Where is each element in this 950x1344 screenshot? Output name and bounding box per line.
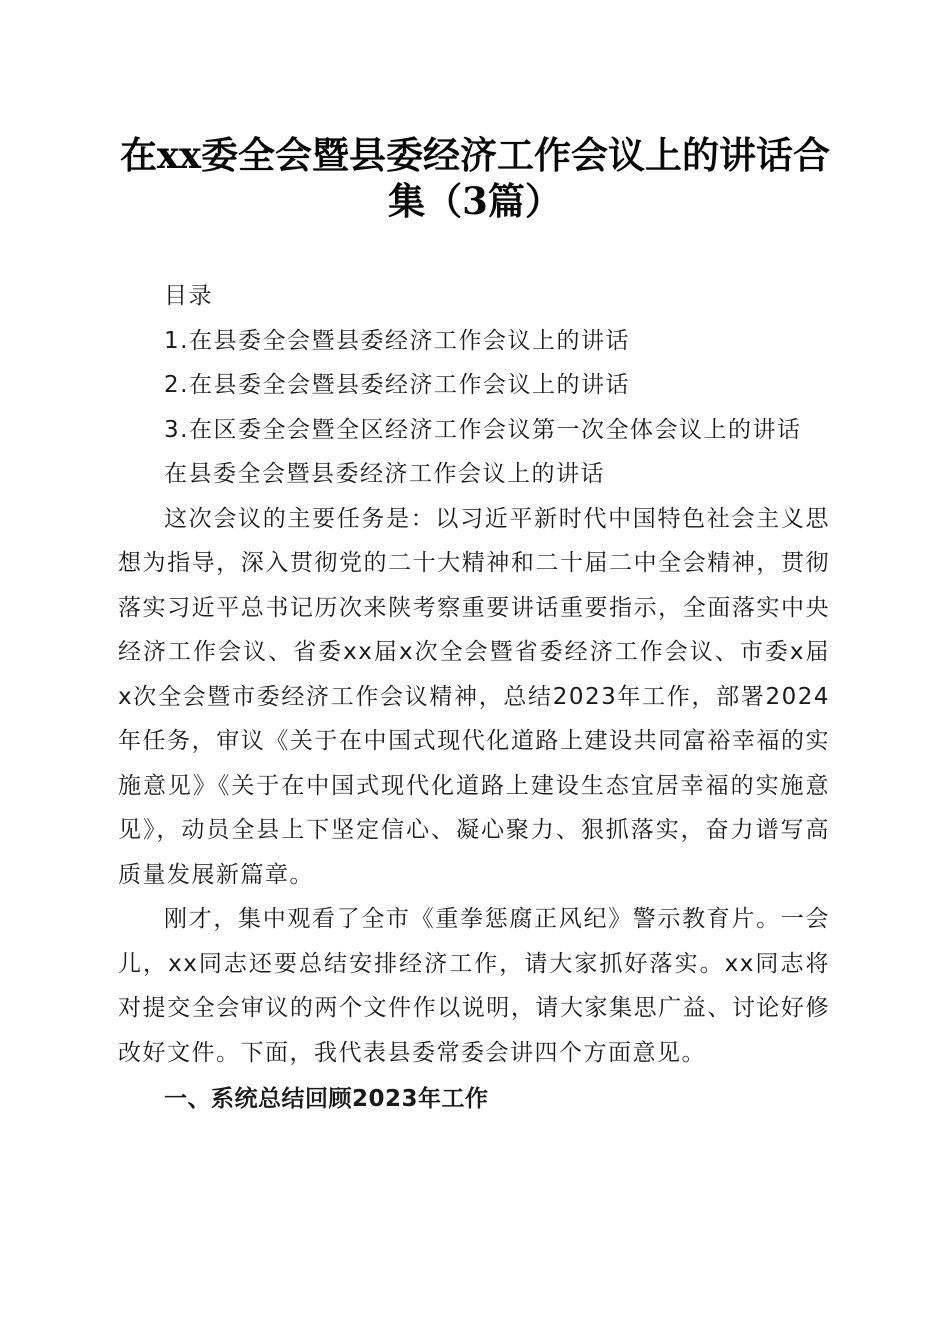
toc-item-2: 2.在县委全会暨县委经济工作会议上的讲话 [164,372,630,398]
toc-heading: 目录 [164,283,213,309]
document-title: 在xx委全会暨县委经济工作会议上的讲话合集（3篇） [119,133,831,223]
body-paragraph-2: 刚才，集中观看了全市《重拳惩腐正风纪》警示教育片。一会儿，xx同志还要总结安排经济工作，请大家抓好落实。xx同志将对提交全会审议的两个文件作以说明，请大家集思广益、讨论好修改好文件。下面，我代表县委常委会讲四个方面意见。 [118,906,830,1066]
speech-title: 在县委全会暨县委经济工作会议上的讲话 [164,461,605,487]
document-body [118,274,830,1122]
section-heading: 一、系统总结回顾2023年工作 [164,1086,489,1112]
toc-item-3: 3.在区委全会暨全区经济工作会议第一次全体会议上的讲话 [164,416,802,443]
toc-item-1: 1.在县委全会暨县委经济工作会议上的讲话 [164,327,630,354]
body-paragraph-1: 这次会议的主要任务是：以习近平新时代中国特色社会主义思想为指导，深入贯彻党的二十大精神和二十届二中全会精神，贯彻落实习近平总书记历次来陕考察重要讲话重要指示，全面落实中央经济工作会议、省委xx届x次全会暨省委经济工作会议、市委x届x次全会暨市委经济工作会议精神，总结2023年工作，部署2024年任务，审议《关于在中国式现代化道路上建设共同富裕幸福的实施意见》《关于在中国式现代化道路上建设生态宜居幸福的实施意见》，动员全县上下坚定信心、凝心聚力、狠抓落实，奋力谱写高质量发展新篇章。 [118,505,830,888]
